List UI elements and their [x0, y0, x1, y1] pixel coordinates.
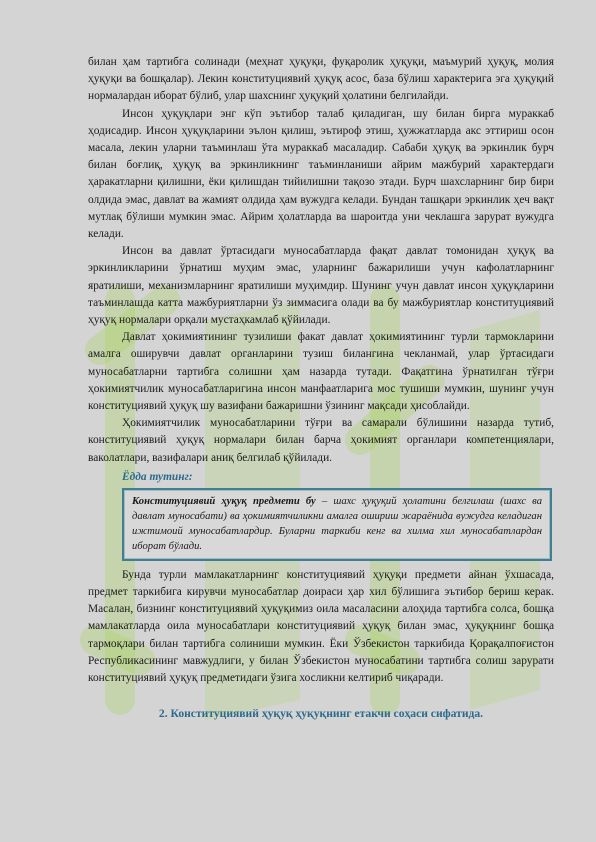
definition-box	[122, 488, 552, 561]
paragraph-human-rights: Инсон ҳуқуқлари энг кўп эътибор талаб қиладиган, шу билан бирга мураккаб ҳодисадир. Инсон ҳуқуқларини эълон қилиш, эътироф этиш, ҳужжатларда акс эттириш осон масала, лекин уларни таъминлаш ўта мураккаб масаладир. Сабаби ҳуқуқ ва эркинлик бурч билан боғлиқ, ҳуқуқ ва эркинликнинг таъминланиши айрим мажбурий характердаги ҳаракатларни қилишни, ёки қилишдан тийилишни тақозо этади. Бурч шахсларнинг бир бири олдида эмас, давлат ва жамият олдида ҳам вужудга келади. Бундан ташқари эркинлик ҳеч вақт мутлақ бўлиши мумкин эмас. Айрим ҳолатларда ва шароитда уни чеклашга зарурат вужудга келади.	[88, 107, 554, 241]
paragraph-authority-relations: Ҳокимиятчилик муносабатларини тўғри ва самарали бўлишини назарда тутиб, конституциявий ҳуқуқ нормалари билан барча ҳокимият органлари компетенциялари, ваколатлари, вазифалари аниқ белгилаб қўйилади.	[88, 417, 554, 464]
remember-label: Ёдда тутинг:	[122, 470, 193, 483]
paragraph-state-guarantees: Инсон ва давлат ўртасидаги муносабатларда фақат давлат томонидан ҳуқуқ ва эркинликларини ўрнатиш муҳим эмас, уларнинг бажарилиши учун кафолатларнинг яратилиши, механизмларнинг яратилиши муҳимдир. Шунинг учун давлат инсон ҳуқуқларини таъминлашда катта мажбуриятларни ўз зиммасига олади ва бу мажбуриятлар конституциявий ҳуқуқ нормалари орқали мустаҳкамлаб қўйилади.	[88, 245, 554, 327]
paragraph-state-power: Давлат ҳокимиятининг тузилиши факат давлат ҳокимиятининг турли тармокларини амалга оширувчи давлат органларини тузиш билангина чекланмай, улар ўртасидаги муносабатларни тартибга солишни ҳам назарда тутади. Фақатгина ўрнатилган тўғри ҳокимиятчилик муносабатларигина инсон манфаатларига мос тушиши мумкин, шунинг учун конституциявий ҳуқуқ шу вазифани бажаришни ўзининг мақсади ҳисоблайди.	[88, 331, 554, 413]
section-heading: 2. Конституциявий ҳуқуқ ҳуқуқнинг етакчи соҳаси сифатида.	[158, 707, 484, 721]
document-page	[88, 54, 554, 722]
paragraph-country-differences: Бунда турли мамлакатларнинг конституциявий ҳуқуқи предмети айнан ўхшасада, предмет таркибига кирувчи муносабатлар доираси ҳар хил бўлишига эътибор бериш керак. Масалан, бизнинг конституциявий ҳуқуқимиз оила масаласини алоҳида тартибга солса, бошқа мамлакатларда оила муносабатлари конституциявий ҳуқуқ билан эмас, ҳуқуқнинг бошқа тармоқлари билан тартибга солиниши мумкин. Ёки Ўзбекистон таркибида Қорақалпоғистон Республикасининг мавжудлиги, у билан Ўзбекистон муносабатини тартибга солиш зарурати конституциявий ҳуқуқ предметидаги ўзига хосликни келтириб чиқаради.	[88, 568, 554, 684]
paragraph-intro: билан ҳам тартибга солинади (меҳнат ҳуқуқи, фуқаролик ҳуқуқи, маъмурий ҳуқуқ, молия ҳуқуқи ва бошқалар). Лекин конституциявий ҳуқуқ асос, база бўлиш характерига эга ҳуқуқий нормалардан иборат бўлиб, улар шахснинг ҳуқуқий ҳолатини белгилайди.	[88, 56, 554, 103]
definition-term: Конституциявий ҳуқуқ предмети бу	[132, 495, 316, 507]
definition-text: – шахс ҳуқуқий ҳолатини белгилаш (шахс ва давлат муносабати) ва ҳокимиятчиликни амалга ошириш жараёнида вужудга келадиган ижтимоий муносабатлардир. Буларни таркиби кенг ва хилма хил муносабатлардан иборат бўлади.	[132, 495, 542, 553]
